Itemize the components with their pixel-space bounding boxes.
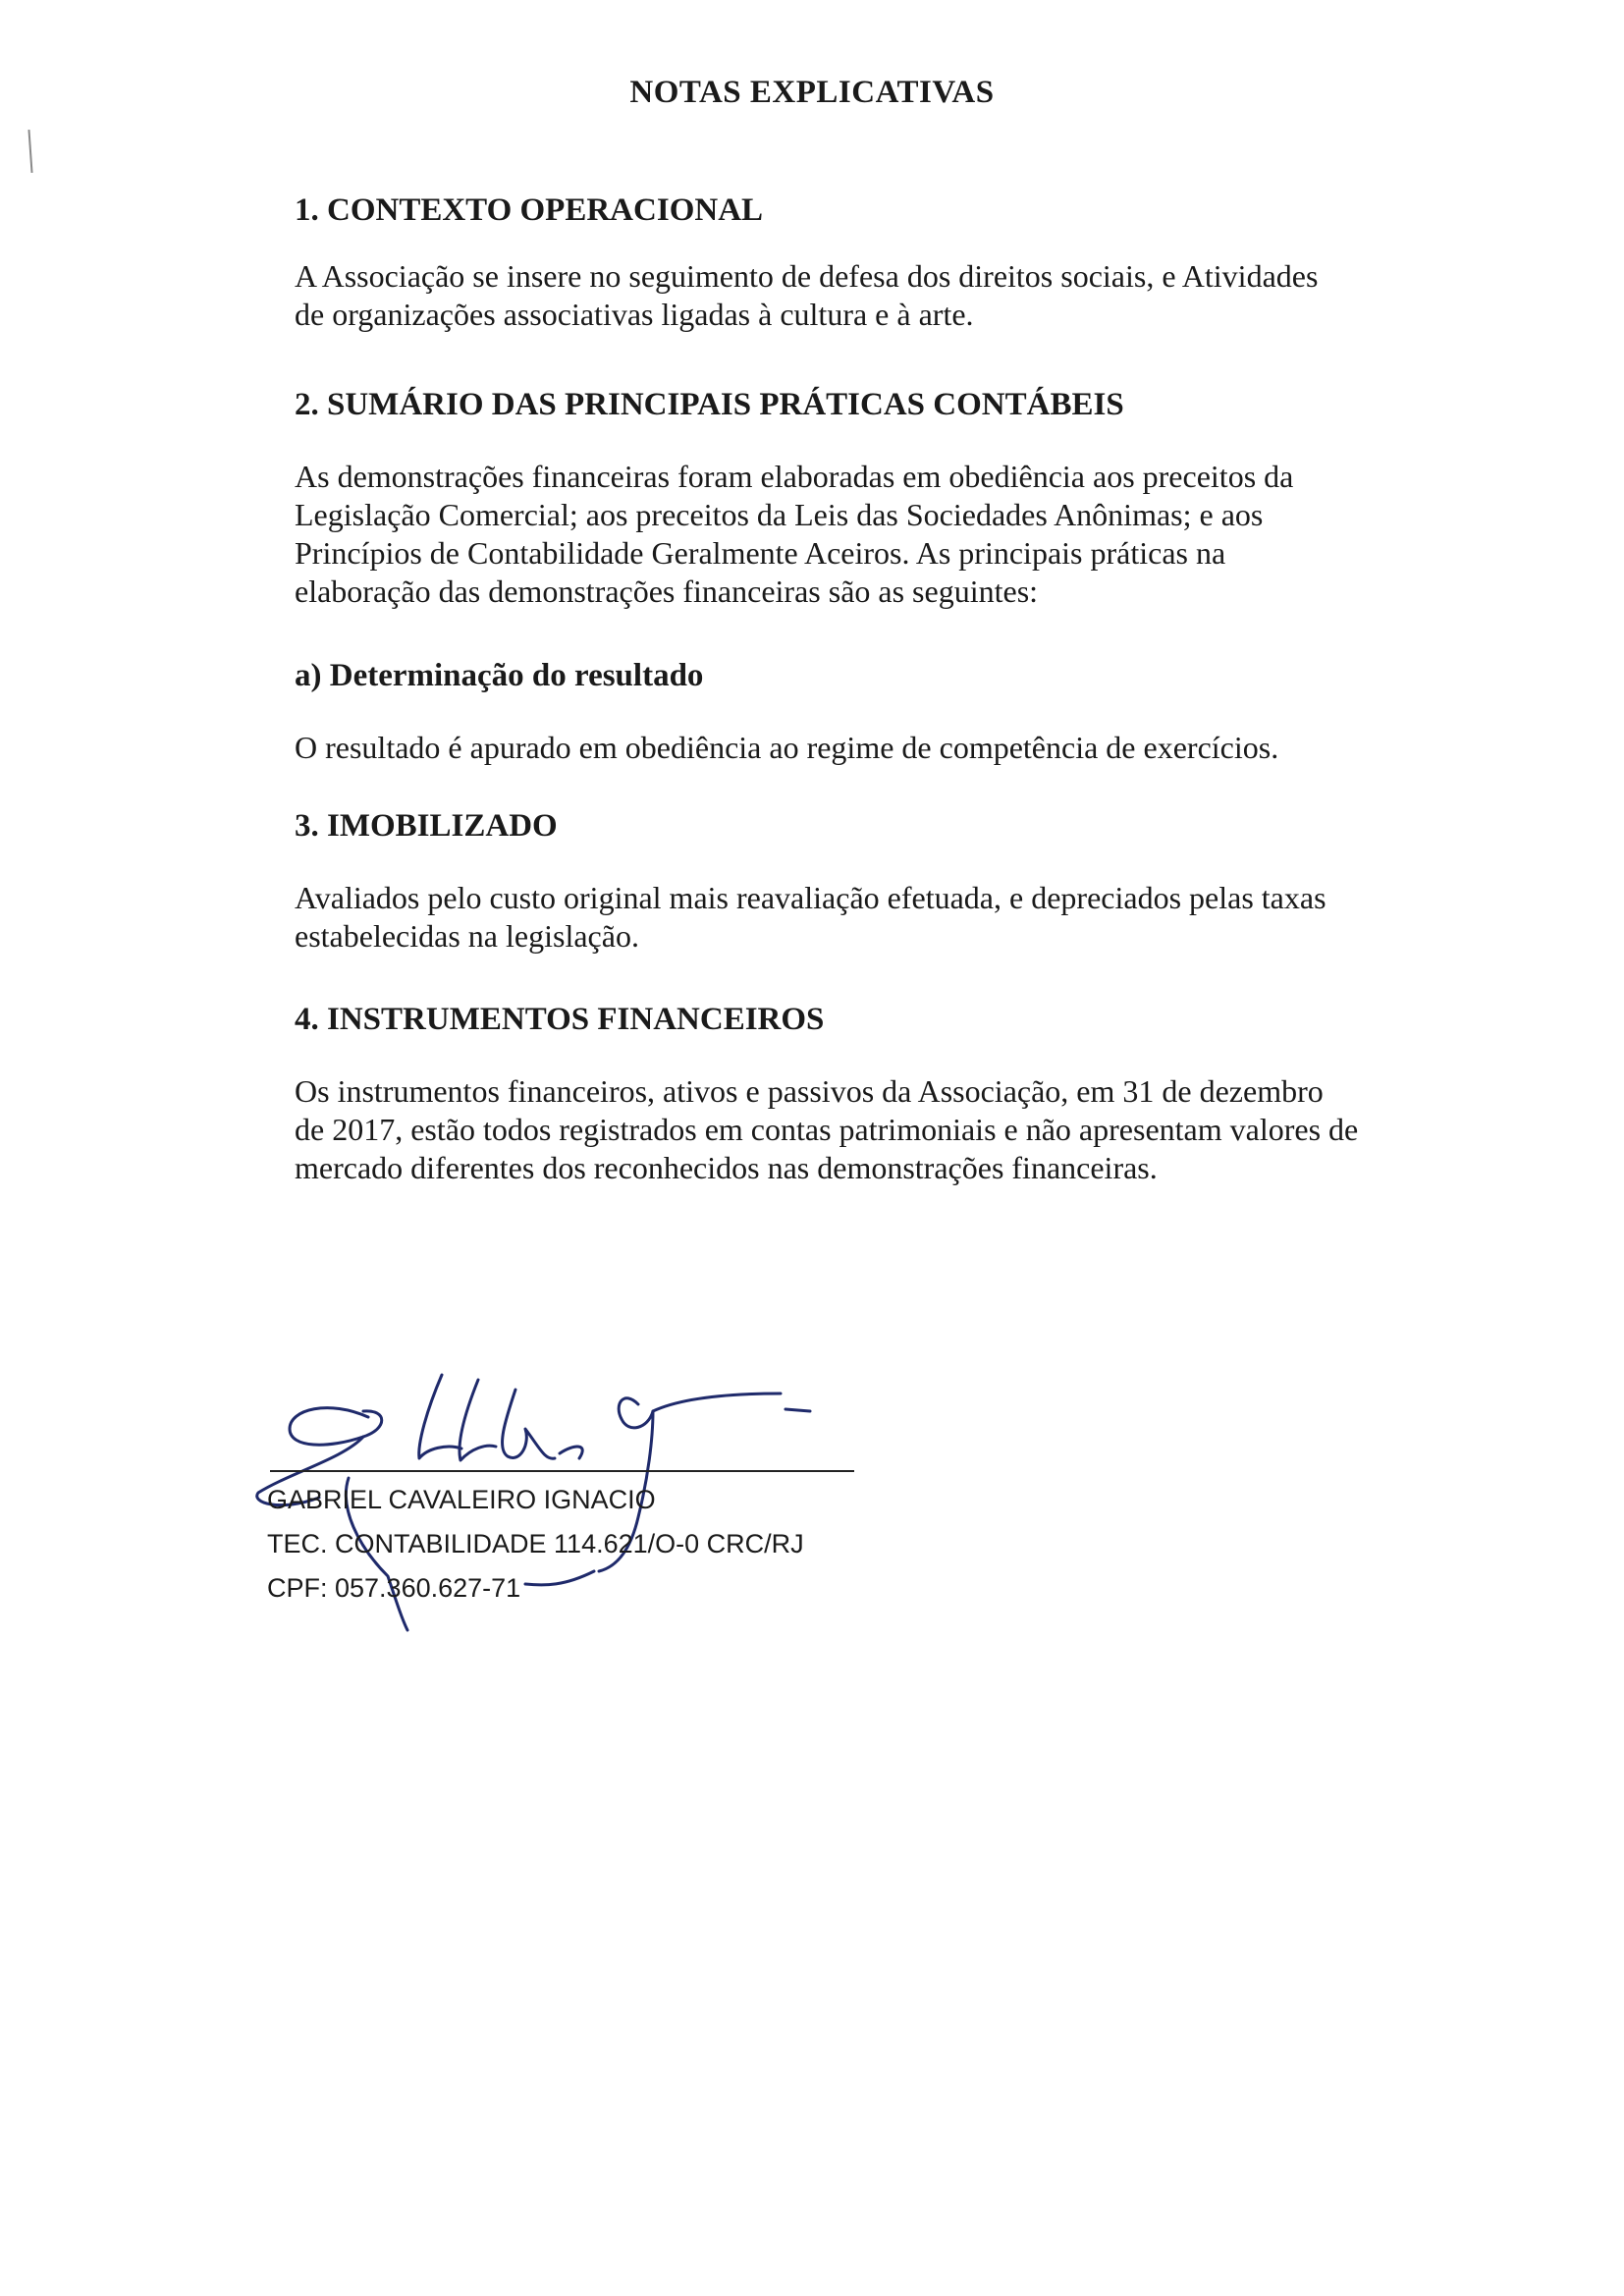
subsection-heading: a) Determinação do resultado bbox=[295, 658, 704, 693]
paragraph-line: estabelecidas na legislação. bbox=[295, 918, 639, 954]
section-contexto-operacional bbox=[295, 191, 1424, 334]
paragraph-line: de 2017, estão todos registrados em contas patrimoniais e não apresentam valores de bbox=[295, 1112, 1359, 1147]
section-heading: 2. SUMÁRIO DAS PRINCIPAIS PRÁTICAS CONTÁBEIS bbox=[295, 387, 1124, 422]
paragraph-line: de organizações associativas ligadas à cultura e à arte. bbox=[295, 297, 974, 332]
paragraph-line: Avaliados pelo custo original mais reavaliação efetuada, e depreciados pelas taxas bbox=[295, 880, 1326, 915]
paragraph-line: A Associação se insere no seguimento de defesa dos direitos sociais, e Atividades bbox=[295, 258, 1319, 294]
signatory-cpf: CPF: 057.360.627-71 bbox=[267, 1573, 521, 1603]
signature-line bbox=[270, 1470, 854, 1472]
section-sumario-praticas-contabeis bbox=[295, 385, 1424, 611]
paragraph-line: O resultado é apurado em obediência ao regime de competência de exercícios. bbox=[295, 730, 1279, 765]
document-title: NOTAS EXPLICATIVAS bbox=[629, 75, 995, 110]
subsection-determinacao-resultado bbox=[295, 656, 1424, 767]
section-instrumentos-financeiros bbox=[295, 1000, 1424, 1187]
signatory-name: GABRIEL CAVALEIRO IGNACIO bbox=[267, 1485, 656, 1514]
section-imobilizado bbox=[295, 806, 1424, 956]
scan-margin-mark bbox=[27, 130, 32, 173]
paragraph-line: elaboração das demonstrações financeiras são as seguintes: bbox=[295, 574, 1039, 609]
section-heading: 4. INSTRUMENTOS FINANCEIROS bbox=[295, 1002, 825, 1037]
paragraph-line: mercado diferentes dos reconhecidos nas demonstrações financeiras. bbox=[295, 1150, 1158, 1185]
paragraph-line: Princípios de Contabilidade Geralmente Aceiros. As principais práticas na bbox=[295, 535, 1226, 571]
paragraph-line: As demonstrações financeiras foram elaboradas em obediência aos preceitos da bbox=[295, 459, 1294, 494]
signature-block bbox=[250, 1350, 879, 1645]
signatory-registration: TEC. CONTABILIDADE 114.621/O-0 CRC/RJ bbox=[267, 1529, 804, 1558]
section-heading: 3. IMOBILIZADO bbox=[295, 808, 558, 844]
paragraph-line: Legislação Comercial; aos preceitos da Leis das Sociedades Anônimas; e aos bbox=[295, 497, 1264, 532]
section-heading: 1. CONTEXTO OPERACIONAL bbox=[295, 192, 764, 228]
paragraph-line: Os instrumentos financeiros, ativos e passivos da Associação, em 31 de dezembro bbox=[295, 1073, 1324, 1109]
